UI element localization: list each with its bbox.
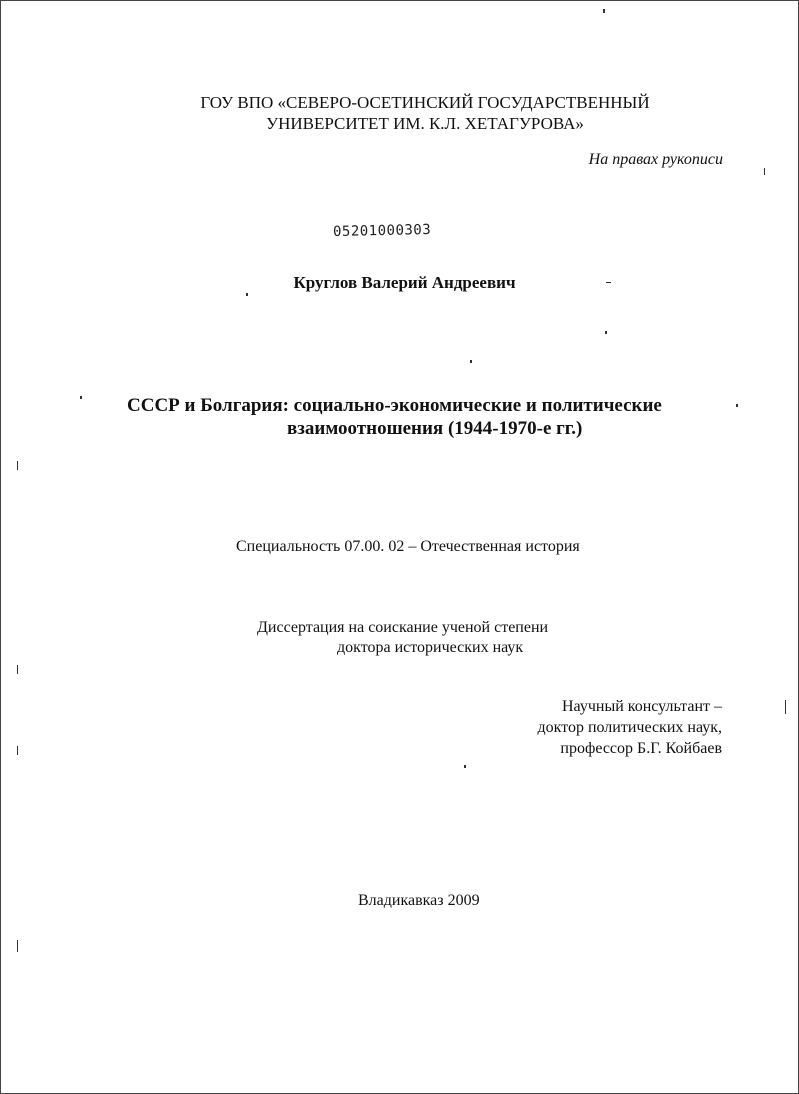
scan-speck bbox=[17, 940, 18, 952]
scan-speck bbox=[605, 331, 607, 334]
consultant-line-1: Научный консультант – bbox=[562, 698, 722, 715]
scan-speck bbox=[17, 665, 18, 674]
scan-speck bbox=[17, 461, 18, 470]
scan-speck bbox=[246, 293, 248, 296]
city-year: Владикавказ 2009 bbox=[358, 892, 480, 909]
scan-speck bbox=[785, 700, 786, 714]
scan-speck bbox=[764, 168, 765, 175]
author-name: Круглов Валерий Андреевич bbox=[293, 273, 516, 292]
scan-speck bbox=[17, 746, 18, 755]
institution-line-1: ГОУ ВПО «СЕВЕРО-ОСЕТИНСКИЙ ГОСУДАРСТВЕННЫЙ bbox=[200, 93, 650, 112]
degree-line-2: доктора исторических наук bbox=[337, 639, 524, 656]
rights-notice: На правах рукописи bbox=[588, 151, 723, 168]
scan-speck bbox=[736, 404, 738, 407]
consultant-line-2: доктор политических наук, bbox=[537, 719, 722, 736]
scan-speck bbox=[470, 360, 472, 363]
degree-line-1: Диссертация на соискание ученой степени bbox=[257, 619, 549, 636]
dissertation-title-line-1: СССР и Болгария: социально-экономические и политические bbox=[127, 395, 662, 416]
archive-number-stamp: 05201000303 bbox=[332, 221, 432, 241]
scan-speck bbox=[606, 282, 611, 283]
scan-speck bbox=[80, 396, 82, 399]
institution-line-2: УНИВЕРСИТЕТ ИМ. К.Л. ХЕТАГУРОВА» bbox=[266, 114, 584, 133]
scan-speck bbox=[603, 9, 605, 13]
scan-speck bbox=[464, 765, 466, 768]
consultant-line-3: профессор Б.Г. Койбаев bbox=[560, 740, 722, 757]
scientific-consultant bbox=[537, 696, 722, 759]
dissertation-title-line-2: взаимоотношения (1944-1970-е гг.) bbox=[287, 418, 583, 439]
specialty-line: Специальность 07.00. 02 – Отечественная история bbox=[236, 538, 580, 555]
institution-header bbox=[100, 92, 750, 134]
